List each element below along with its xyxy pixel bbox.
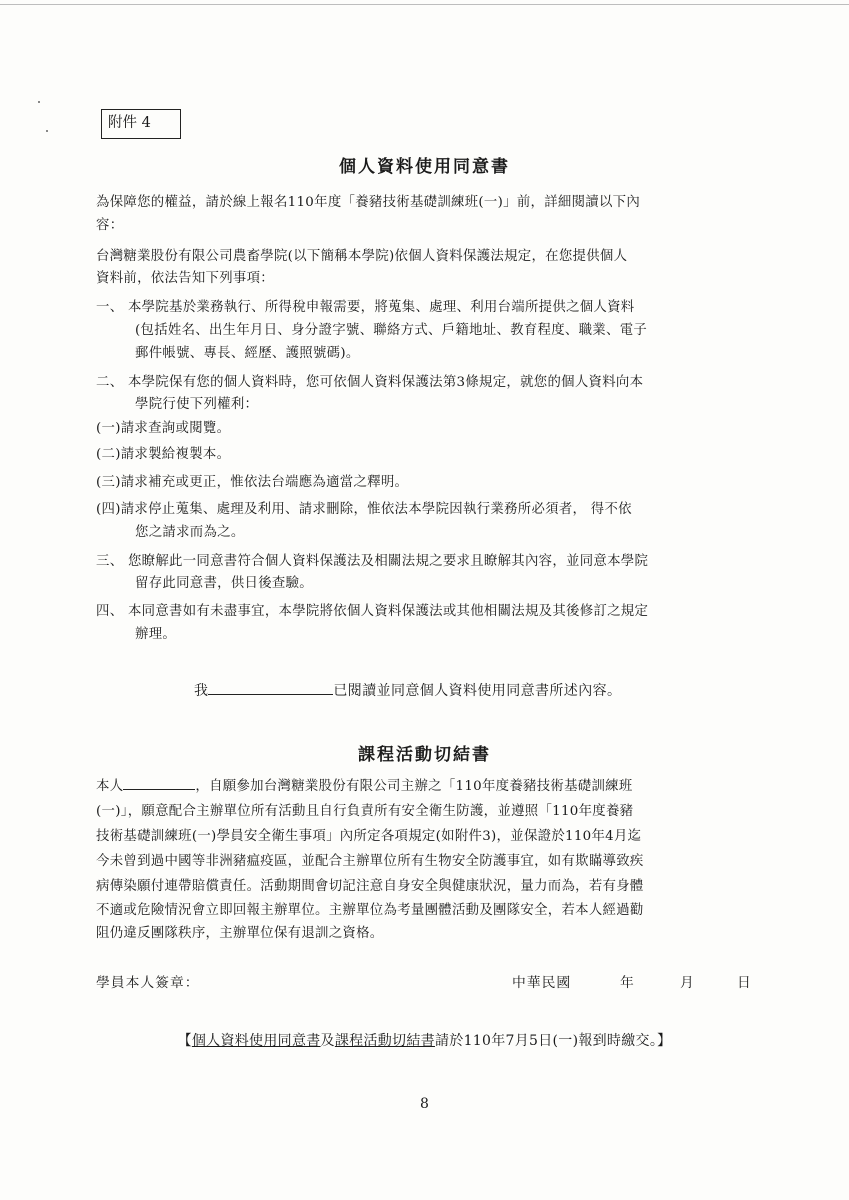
pledge-name-blank[interactable] — [123, 777, 195, 790]
annex-label: 附件 4 — [101, 109, 181, 139]
notice-text: 請於110年7月5日(一)報到時繳交。 — [434, 1033, 658, 1049]
notice-close-bracket: 】 — [657, 1033, 672, 1049]
consent-line: 為保障您的權益，請於線上報名110年度「養豬技術基礎訓練班(一)」前，詳細閱讀以下內 — [96, 195, 641, 210]
pledge-title: 課程活動切結書 — [358, 745, 491, 765]
pledge-prefix: 本人 — [96, 779, 124, 794]
pledge-line-1-text: ，自願參加台灣糖業股份有限公司主辦之「110年度養豬技術基礎訓練班 — [195, 779, 633, 794]
consent-item-1-cont: 郵件帳號、專長、經歷、護照號碼)。 — [135, 346, 360, 361]
consent-form-title: 個人資料使用同意書 — [339, 157, 510, 177]
pledge-line: 今未曾到過中國等非洲豬瘟疫區，並配合主辦單位所有生物安全防護事宜，如有欺瞞導致疾 — [96, 854, 644, 869]
notice-doc1: 個人資料使用同意書 — [191, 1033, 321, 1049]
submission-notice — [0, 1030, 849, 1050]
consent-item-3: 三、 您瞭解此一同意書符合個人資料保護法及相關法規之要求且瞭解其內容，並同意本學院 — [96, 554, 649, 569]
consent-item-1-cont: (包括姓名、出生年月日、身分證字號、聯絡方式、戶籍地址、教育程度、職業、電子 — [135, 323, 648, 338]
consent-subitem-4-cont: 您之請求而為之。 — [135, 525, 245, 540]
consent-suffix: 已閱讀並同意個人資料使用同意書所述內容。 — [333, 683, 622, 699]
notice-open-bracket: 【 — [177, 1033, 192, 1049]
name-blank[interactable] — [208, 682, 333, 695]
consent-subitem-2: (二)請求製給複製本。 — [96, 447, 231, 462]
consent-subitem-1: (一)請求查詢或閱覽。 — [96, 421, 231, 436]
notice-and: 及 — [320, 1033, 335, 1049]
consent-subitem-3: (三)請求補充或更正，惟依法台端應為適當之釋明。 — [96, 475, 409, 490]
consent-prefix: 我 — [194, 683, 209, 699]
date-year: 年 — [620, 975, 635, 991]
scan-speck — [38, 101, 40, 103]
consent-item-4: 四、 本同意書如有未盡事宜，本學院將依個人資料保護法或其他相關法規及其後修訂之規定 — [96, 604, 649, 619]
pledge-line: 阻仍違反團隊秩序，主辦單位保有退訓之資格。 — [96, 926, 384, 941]
consent-statement — [194, 680, 621, 700]
date-era: 中華民國 — [512, 975, 572, 991]
consent-line: 資料前，依法告知下列事項： — [96, 271, 274, 286]
signature-label: 學員本人簽章： — [96, 975, 200, 991]
scan-edge-line — [0, 4, 849, 5]
pledge-line: 不適或危險情況會立即回報主辦單位。主辦單位為考量團體活動及團隊安全，若本人經過勸 — [96, 903, 644, 918]
consent-item-4-cont: 辦理。 — [135, 627, 177, 642]
consent-item-3-cont: 留存此同意書，供日後查驗。 — [135, 576, 313, 591]
consent-line: 台灣糖業股份有限公司農畜學院(以下簡稱本學院)依個人資料保護法規定，在您提供個人 — [96, 249, 628, 264]
consent-line: 容： — [96, 218, 124, 233]
consent-item-2-cont: 學院行使下列權利： — [135, 397, 259, 412]
pledge-line: (一)」，願意配合主辦單位所有活動且自行負責所有安全衛生防護，並遵照「110年度養豬 — [96, 804, 634, 819]
consent-item-2: 二、 本學院保有您的個人資料時，您可依個人資料保護法第3條規定，就您的個人資料向本 — [96, 375, 644, 390]
page-number: 8 — [420, 1096, 429, 1112]
pledge-line: 病傳染願付連帶賠償責任。活動期間會切記注意自身安全與健康狀況，量力而為，若有身體 — [96, 879, 644, 894]
consent-item-1: 一、 本學院基於業務執行、所得稅申報需要，將蒐集、處理、利用台端所提供之個人資料 — [96, 300, 635, 315]
pledge-line: 技術基礎訓練班(一)學員安全衛生事項」內所定各項規定(如附件3)，並保證於110年4月迄 — [96, 829, 642, 844]
notice-doc2: 課程活動切結書 — [334, 1033, 435, 1049]
date-month: 月 — [680, 975, 695, 991]
consent-subitem-4: (四)請求停止蒐集、處理及利用、請求刪除，惟依法本學院因執行業務所必須者， 得不依 — [96, 502, 632, 517]
pledge-line-1 — [96, 775, 633, 794]
date-day: 日 — [737, 975, 752, 991]
scan-speck — [46, 130, 48, 132]
